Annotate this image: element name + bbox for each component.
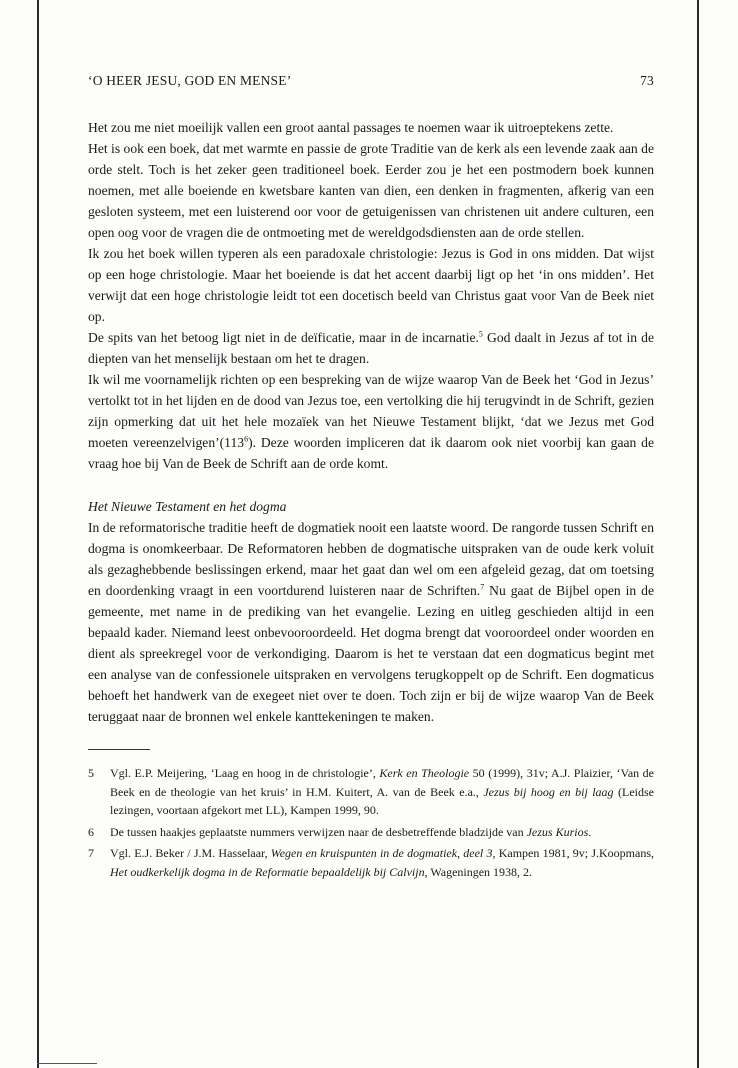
footnotes	[88, 764, 654, 881]
paragraph-text: God daalt in Jezus af tot in de diepten van het menselijk bestaan om het te dragen.	[88, 330, 654, 366]
footnote-segment: De tussen haakjes geplaatste nummers verwijzen naar de desbetreffende bladzijde van	[110, 824, 527, 839]
footnote-ref-7[interactable]: 7	[480, 582, 485, 592]
paragraph-text: De spits van het betoog ligt niet in de deïficatie, maar in de incarnatie.	[88, 330, 479, 345]
footnote-segment: Vgl. E.J. Beker / J.M. Hasselaar,	[110, 846, 271, 860]
footnote-6	[88, 823, 654, 842]
footnote-7	[88, 844, 654, 881]
paragraph-text: Ik wil me voornamelijk richten op een bespreking van de wijze waarop Van de Beek het ‘God in Jezus’ vertolkt tot in het lijden en de dood van Jezus toe, een vertolking die hij terugvindt in de Schrift, gezien zijn opmerking dat uit het hele mozaïek van het Nieuwe Testament blijkt, ‘dat we Jezus met God moeten vereenzelvigen’(113	[88, 372, 654, 450]
footnote-text	[110, 764, 654, 820]
footnote-segment: , Wageningen 1938, 2.	[424, 864, 533, 879]
running-title: ‘O HEER JESU, GOD EN MENSE’	[88, 73, 292, 88]
footnote-title: Jezus Kurios	[526, 824, 589, 839]
footnote-segment: Vgl. E.P. Meijering, ‘Laag en hoog in de christologie’,	[110, 766, 380, 780]
footnote-title: Jezus bij hoog en bij laag	[483, 784, 614, 799]
footnote-title: Kerk en Theologie	[379, 766, 470, 780]
footnote-number: 5	[88, 766, 94, 780]
paragraph	[88, 369, 654, 474]
main-text	[88, 117, 654, 727]
footnote-segment: .	[588, 824, 592, 839]
footnote-segment: , Kampen 1981, 9v; J.Koopmans,	[492, 846, 655, 860]
footnote-number: 6	[88, 824, 94, 839]
footnote-segment: (Leidse lezingen, voortaan afgekort met LL), Kampen 1999, 90.	[110, 784, 654, 817]
paragraph-text: In de reformatorische traditie heeft de dogmatiek nooit een laatste woord. De rangorde tussen Schrift en dogma is onomkeerbaar. De Reformatoren hebben de dogmatische uitspraken van de oude kerk voluit als gezaghebbende beslissingen erkend, maar het gaat dan wel om een afgeleid gezag, dat om toetsing en doordenking vraagt in een voortdurend luisteren naar de Schriften.	[88, 520, 654, 598]
footnote-5	[88, 764, 654, 820]
paragraph: Het zou me niet moeilijk vallen een groot aantal passages te noemen waar ik uitroeptekens zette.	[88, 120, 614, 135]
footnote-title: Het oudkerkelijk dogma in de Reformatie bepaaldelijk bij Calvijn	[110, 864, 425, 879]
paragraph	[88, 517, 654, 727]
footnote-text	[110, 844, 654, 881]
paragraph: Ik zou het boek willen typeren als een paradoxale christologie: Jezus is God in ons midden. Dat wijst op een hoge christologie. Maar het boeiende is dat het accent daarbij ligt op het ‘in ons midden’. Het verwijt dat een hoge christologie leidt tot een docetisch beeld van Christus gaat voor Van de Beek niet op.	[88, 246, 654, 324]
section-heading: Het Nieuwe Testament en het dogma	[88, 499, 287, 514]
binding-edge-right	[697, 0, 699, 1068]
footnote-title: Wegen en kruispunten in de dogmatiek, deel 3	[270, 846, 493, 860]
footnote-segment: 50 (1999), 31v; A.J. Plaizier, ‘Van de Beek en de theologie van het kruis’ in H.M. Kuitert, A. van de Beek e.a.,	[110, 766, 655, 799]
running-header	[88, 72, 654, 90]
footnote-number: 7	[88, 846, 94, 860]
page-bottom-mark	[37, 1063, 97, 1064]
binding-edge-left	[37, 0, 39, 1068]
paragraph-text: Nu gaat de Bijbel open in de gemeente, met name in de prediking van het evangelie. Lezing en uitleg geschieden altijd in een bepaald kader. Niemand leest onbevooroordeeld. Het dogma brengt dat vooroordeel onder woorden en dient als spreekregel voor de verkondiging. Daarom is het te verstaan dat een dogmaticus begint met een analyse van de confessionele uitspraken en vervolgens terugkoppelt op de Schrift. Een dogmaticus behoeft het handwerk van de exegeet niet over te doen. Toch zijn er bij de wijze waarop Van de Beek teruggaat naar de bronnen wel enkele kanttekeningen te maken.	[88, 583, 654, 724]
page-ref-sup: 6	[244, 434, 249, 444]
page-number: 73	[640, 73, 654, 88]
book-page	[88, 72, 654, 884]
footnote-text	[110, 823, 654, 842]
paragraph	[88, 327, 654, 369]
footnote-separator	[88, 749, 150, 750]
paragraph: Het is ook een boek, dat met warmte en passie de grote Traditie van de kerk als een levende zaak aan de orde stelt. Toch is het zeker geen traditioneel boek. Eerder zou je het een postmodern boek kunnen noemen, met alle boeiende en kwetsbare kanten van dien, een denken in fragmenten, afkerig van een gesloten systeem, met een luisterend oor voor de getuigenissen van christenen uit andere culturen, een open oog voor de vragen die de ontmoeting met de wereldgodsdiensten aan de orde stellen.	[88, 141, 654, 240]
paragraph-text: ). Deze woorden impliceren dat ik daarom ook niet voorbij kan gaan de vraag hoe bij Van de Beek de Schrift aan de orde komt.	[88, 435, 654, 471]
footnote-ref-5[interactable]: 5	[478, 329, 483, 339]
